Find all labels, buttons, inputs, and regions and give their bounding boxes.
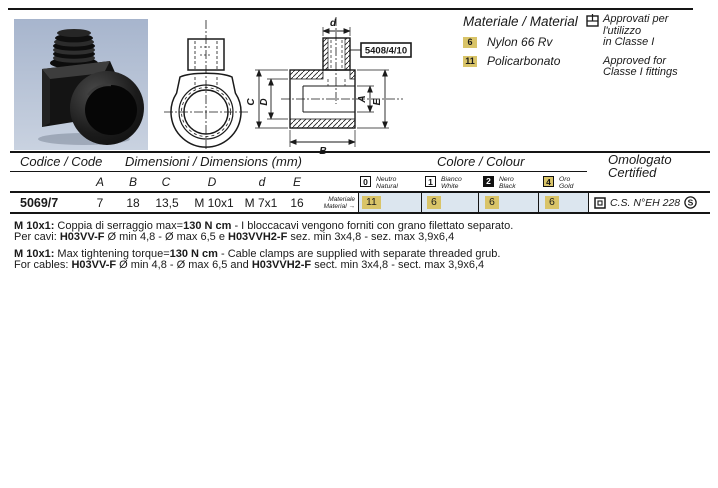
dim-label-D: D: [259, 98, 270, 106]
table-rule-mid: [10, 171, 587, 172]
cell-separator: [588, 192, 589, 212]
certification-cell: [594, 196, 697, 209]
dim-col-d: d: [258, 175, 266, 189]
material-arrow-label: Materiale Material →: [323, 196, 355, 210]
legend-label-en: Black: [499, 183, 516, 191]
top-rule: [8, 8, 693, 10]
colour-code-1: 1: [425, 176, 436, 187]
colour-value-white: 6: [427, 196, 441, 209]
cell-separator: [358, 192, 359, 212]
material-item: [463, 35, 578, 49]
front-view-drawing: [158, 17, 250, 155]
colour-header: Colore / Colour: [437, 154, 525, 169]
note-it-line2: Per cavi: H03VV-F Ø min 4,8 - Ø max 6,5 e H03VVH2-F sez. min 3x4,8 - sez. max 3,9x6,4: [14, 231, 455, 243]
colour-code-0: 0: [360, 176, 371, 187]
material-name: Nylon 66 Rv: [487, 35, 553, 49]
dim-label-E: E: [372, 98, 383, 106]
code-column-header: Codice / Code: [20, 154, 103, 169]
colour-value-gold: 6: [545, 196, 559, 209]
note-it-line1: M 10x1: Coppia di serraggio max=130 N cm - I bloccacavi vengono forniti con grano filettato separato.: [14, 220, 514, 232]
table-rule-bottom: [10, 212, 710, 214]
dim-label-A: A: [357, 95, 368, 103]
approval-text-it-1: Approvati per: [603, 13, 669, 25]
double-square-icon: [594, 197, 606, 209]
certified-header-line2: Certified: [608, 165, 657, 180]
legend-item-gold: [543, 176, 573, 190]
dim-label-d: d: [329, 18, 337, 29]
certification-number: C.S. N°EH 228: [610, 196, 681, 209]
dim-value-E: 16: [290, 196, 304, 210]
material-name: Policarbonato: [487, 54, 561, 68]
circled-S-icon: [684, 196, 697, 209]
note-en-line1: M 10x1: Max tightening torque=130 N cm - Cable clamps are supplied with separate threaded grub.: [14, 248, 501, 260]
material-code-badge: 6: [463, 37, 477, 48]
dim-col-B: B: [128, 175, 138, 189]
legend-label-it: Nero: [499, 176, 514, 183]
elbow-fitting-photo: [14, 19, 148, 150]
dim-value-A: 7: [96, 196, 104, 210]
cell-separator: [421, 192, 422, 212]
dim-col-A: A: [95, 175, 105, 189]
legend-label-en: White: [441, 183, 459, 191]
colour-value-black: 6: [485, 196, 499, 209]
dim-label-C: C: [246, 98, 257, 106]
material-code-badge: 11: [463, 56, 477, 67]
materials-title: Materiale / Material: [463, 14, 578, 29]
legend-label-en: Natural: [376, 183, 398, 191]
approval-text-it-2: l'utilizzo: [603, 24, 642, 37]
colour-code-4: 4: [543, 176, 554, 187]
dim-value-B: 18: [126, 196, 140, 210]
dim-value-d: M 7x1: [244, 196, 278, 210]
class1-approval-icon: [586, 14, 599, 27]
approval-text-en-2: Classe I fittings: [603, 66, 678, 78]
dim-col-E: E: [292, 175, 302, 189]
product-photo: [14, 19, 148, 150]
cell-separator: [538, 192, 539, 212]
dim-value-D: M 10x1: [194, 196, 234, 210]
dim-value-C: 13,5: [155, 196, 179, 210]
svg-text:S: S: [687, 197, 694, 208]
approval-text-it-3: in Classe I: [603, 36, 655, 48]
legend-item-black: [483, 176, 516, 190]
legend-label-it: Bianco: [441, 176, 462, 183]
certified-header-line1: Omologato: [608, 152, 672, 167]
approval-block: [586, 14, 678, 79]
table-rule-top: [10, 151, 710, 153]
note-en-line2: For cables: H03VV-F Ø min 4,8 - Ø max 6,5 and H03VVH2-F sect. min 3x4,8 - sect. max 3,9x6,4: [14, 259, 485, 271]
section-drawing: [243, 12, 448, 157]
legend-label-en: Gold: [559, 183, 574, 191]
legend-label-it: Oro: [559, 176, 571, 183]
drawing-callout: 5408/4/10: [364, 45, 408, 57]
dim-col-D: D: [207, 175, 217, 189]
approval-text-en-1: Approved for: [603, 54, 666, 67]
legend-item-white: [425, 176, 462, 190]
material-item: [463, 54, 578, 68]
dimensions-header: Dimensioni / Dimensions (mm): [125, 154, 302, 169]
legend-label-it: Neutro: [376, 176, 397, 183]
product-code: 5069/7: [20, 196, 59, 210]
cell-separator: [478, 192, 479, 212]
legend-item-neutral: [360, 176, 398, 190]
colour-value-neutral: 11: [362, 196, 381, 209]
colour-code-2: 2: [483, 176, 494, 187]
materials-legend: [463, 14, 578, 68]
dim-col-C: C: [161, 175, 171, 189]
